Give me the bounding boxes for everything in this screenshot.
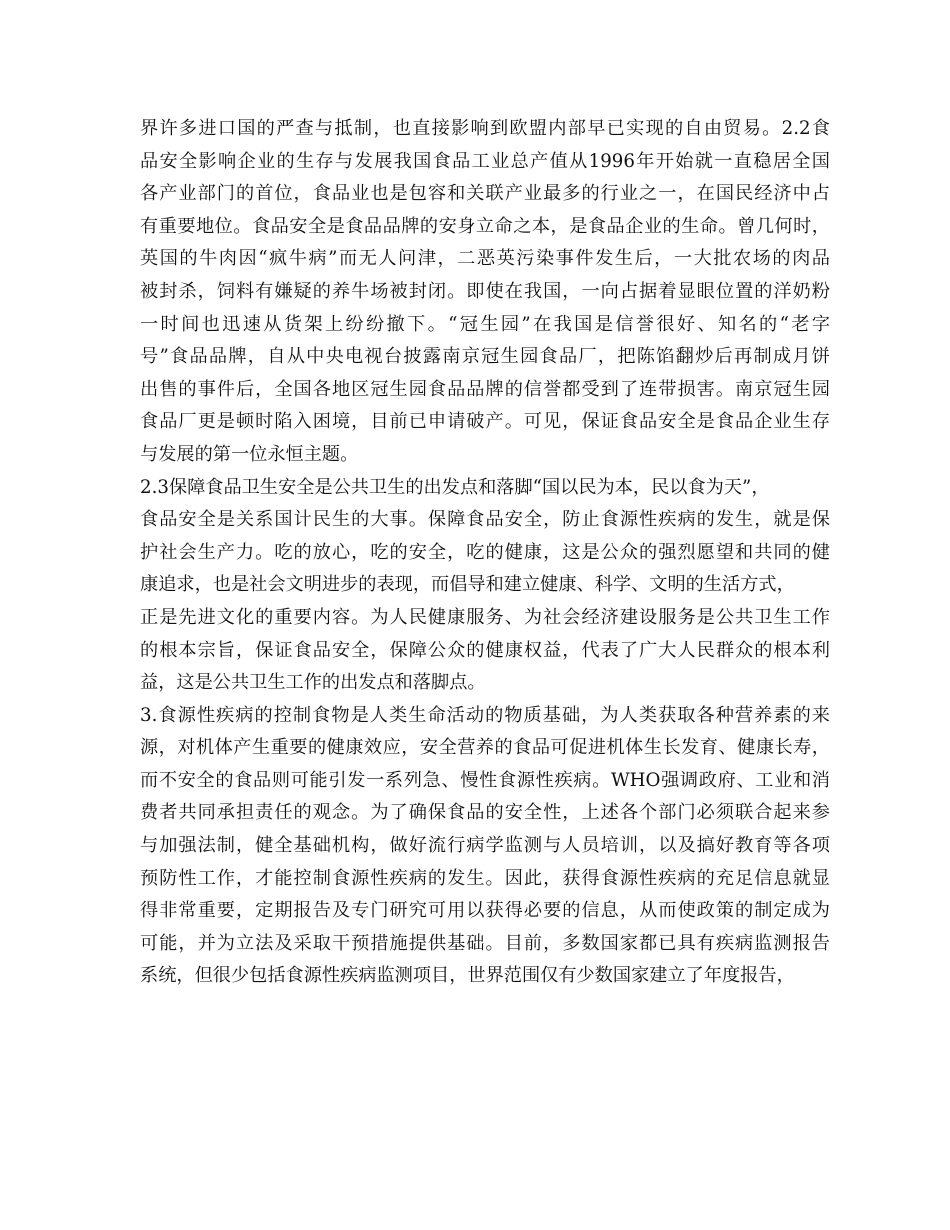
text-line-5: 英国的牛肉因“疯牛病”而无人问津，二恶英污染事件发生后，一大批农场的肉品 [140, 248, 830, 270]
text-line-20: 源，对机体产生重要的健康效应，安全营养的食品可促进机体生长发育、健康长寿， [140, 737, 830, 759]
text-line-1: 界许多进口国的严查与抵制，也直接影响到欧盟内部早已实现的自由贸易。2.2食 [140, 118, 830, 139]
text-line-7: 一时间也迅速从货架上纷纷撤下。“冠生园”在我国是信誉很好、知名的“老字 [140, 313, 830, 335]
text-line-4: 有重要地位。食品安全是食品品牌的安身立命之本，是食品企业的生命。曾几何时， [140, 215, 830, 237]
text-line-16: 正是先进文化的重要内容。为人民健康服务、为社会经济建设服务是公共卫生工作 [140, 606, 830, 628]
text-line-14: 护社会生产力。吃的放心，吃的安全，吃的健康，这是公众的强烈愿望和共同的健 [140, 541, 830, 563]
text-line-13: 食品安全是关系国计民生的大事。保障食品安全，防止食源性疾病的发生，就是保 [140, 509, 830, 531]
text-line-27: 系统，但很少包括食源性疾病监测项目，世界范围仅有少数国家建立了年度报告， [140, 965, 795, 987]
text-line-25: 得非常重要，定期报告及专门研究可用以获得必要的信息，从而使政策的制定成为 [140, 900, 830, 922]
document-body [140, 113, 830, 993]
text-line-9: 出售的事件后，全国各地区冠生园食品品牌的信誉都受到了连带损害。南京冠生园 [140, 378, 830, 400]
text-line-23: 与加强法制，健全基础机构，做好流行病学监测与人员培训，以及搞好教育等各项 [140, 835, 830, 857]
text-line-19: 3.食源性疾病的控制食物是人类生命活动的物质基础，为人类获取各种营养素的来 [140, 704, 830, 726]
text-line-6: 被封杀，饲料有嫌疑的养牛场被封闭。即使在我国，一向占据着显眼位置的洋奶粉 [140, 280, 830, 302]
text-line-8: 号”食品品牌，自从中央电视台披露南京冠生园食品厂，把陈馅翻炒后再制成月饼 [140, 346, 830, 368]
text-line-15: 康追求，也是社会文明进步的表现，而倡导和建立健康、科学、文明的生活方式， [140, 574, 795, 596]
text-line-17: 的根本宗旨，保证食品安全，保障公众的健康权益，代表了广大人民群众的根本利 [140, 639, 830, 661]
text-line-2: 品安全影响企业的生存与发展我国食品工业总产值从1996年开始就一直稳居全国 [140, 150, 830, 172]
text-line-24: 预防性工作，才能控制食源性疾病的发生。因此，获得食源性疾病的充足信息就显 [140, 867, 830, 889]
text-line-26: 可能，并为立法及采取干预措施提供基础。目前，多数国家都已具有疾病监测报告 [140, 932, 830, 954]
text-line-3: 各产业部门的首位，食品业也是包容和关联产业最多的行业之一，在国民经济中占 [140, 183, 830, 205]
text-line-22: 费者共同承担责任的观念。为了确保食品的安全性，上述各个部门必须联合起来参 [140, 802, 830, 824]
text-line-10: 食品厂更是顿时陷入困境，目前已申请破产。可见，保证食品安全是食品企业生存 [140, 411, 830, 433]
text-line-18: 益，这是公共卫生工作的出发点和落脚点。 [140, 672, 486, 694]
text-line-12: 2.3保障食品卫生安全是公共卫生的出发点和落脚“国以民为本，民以食为天”， [140, 476, 770, 498]
text-line-21: 而不安全的食品则可能引发一系列急、慢性食源性疾病。WHO强调政府、工业和消 [140, 769, 830, 791]
text-line-11: 与发展的第一位永恒主题。 [140, 443, 359, 465]
